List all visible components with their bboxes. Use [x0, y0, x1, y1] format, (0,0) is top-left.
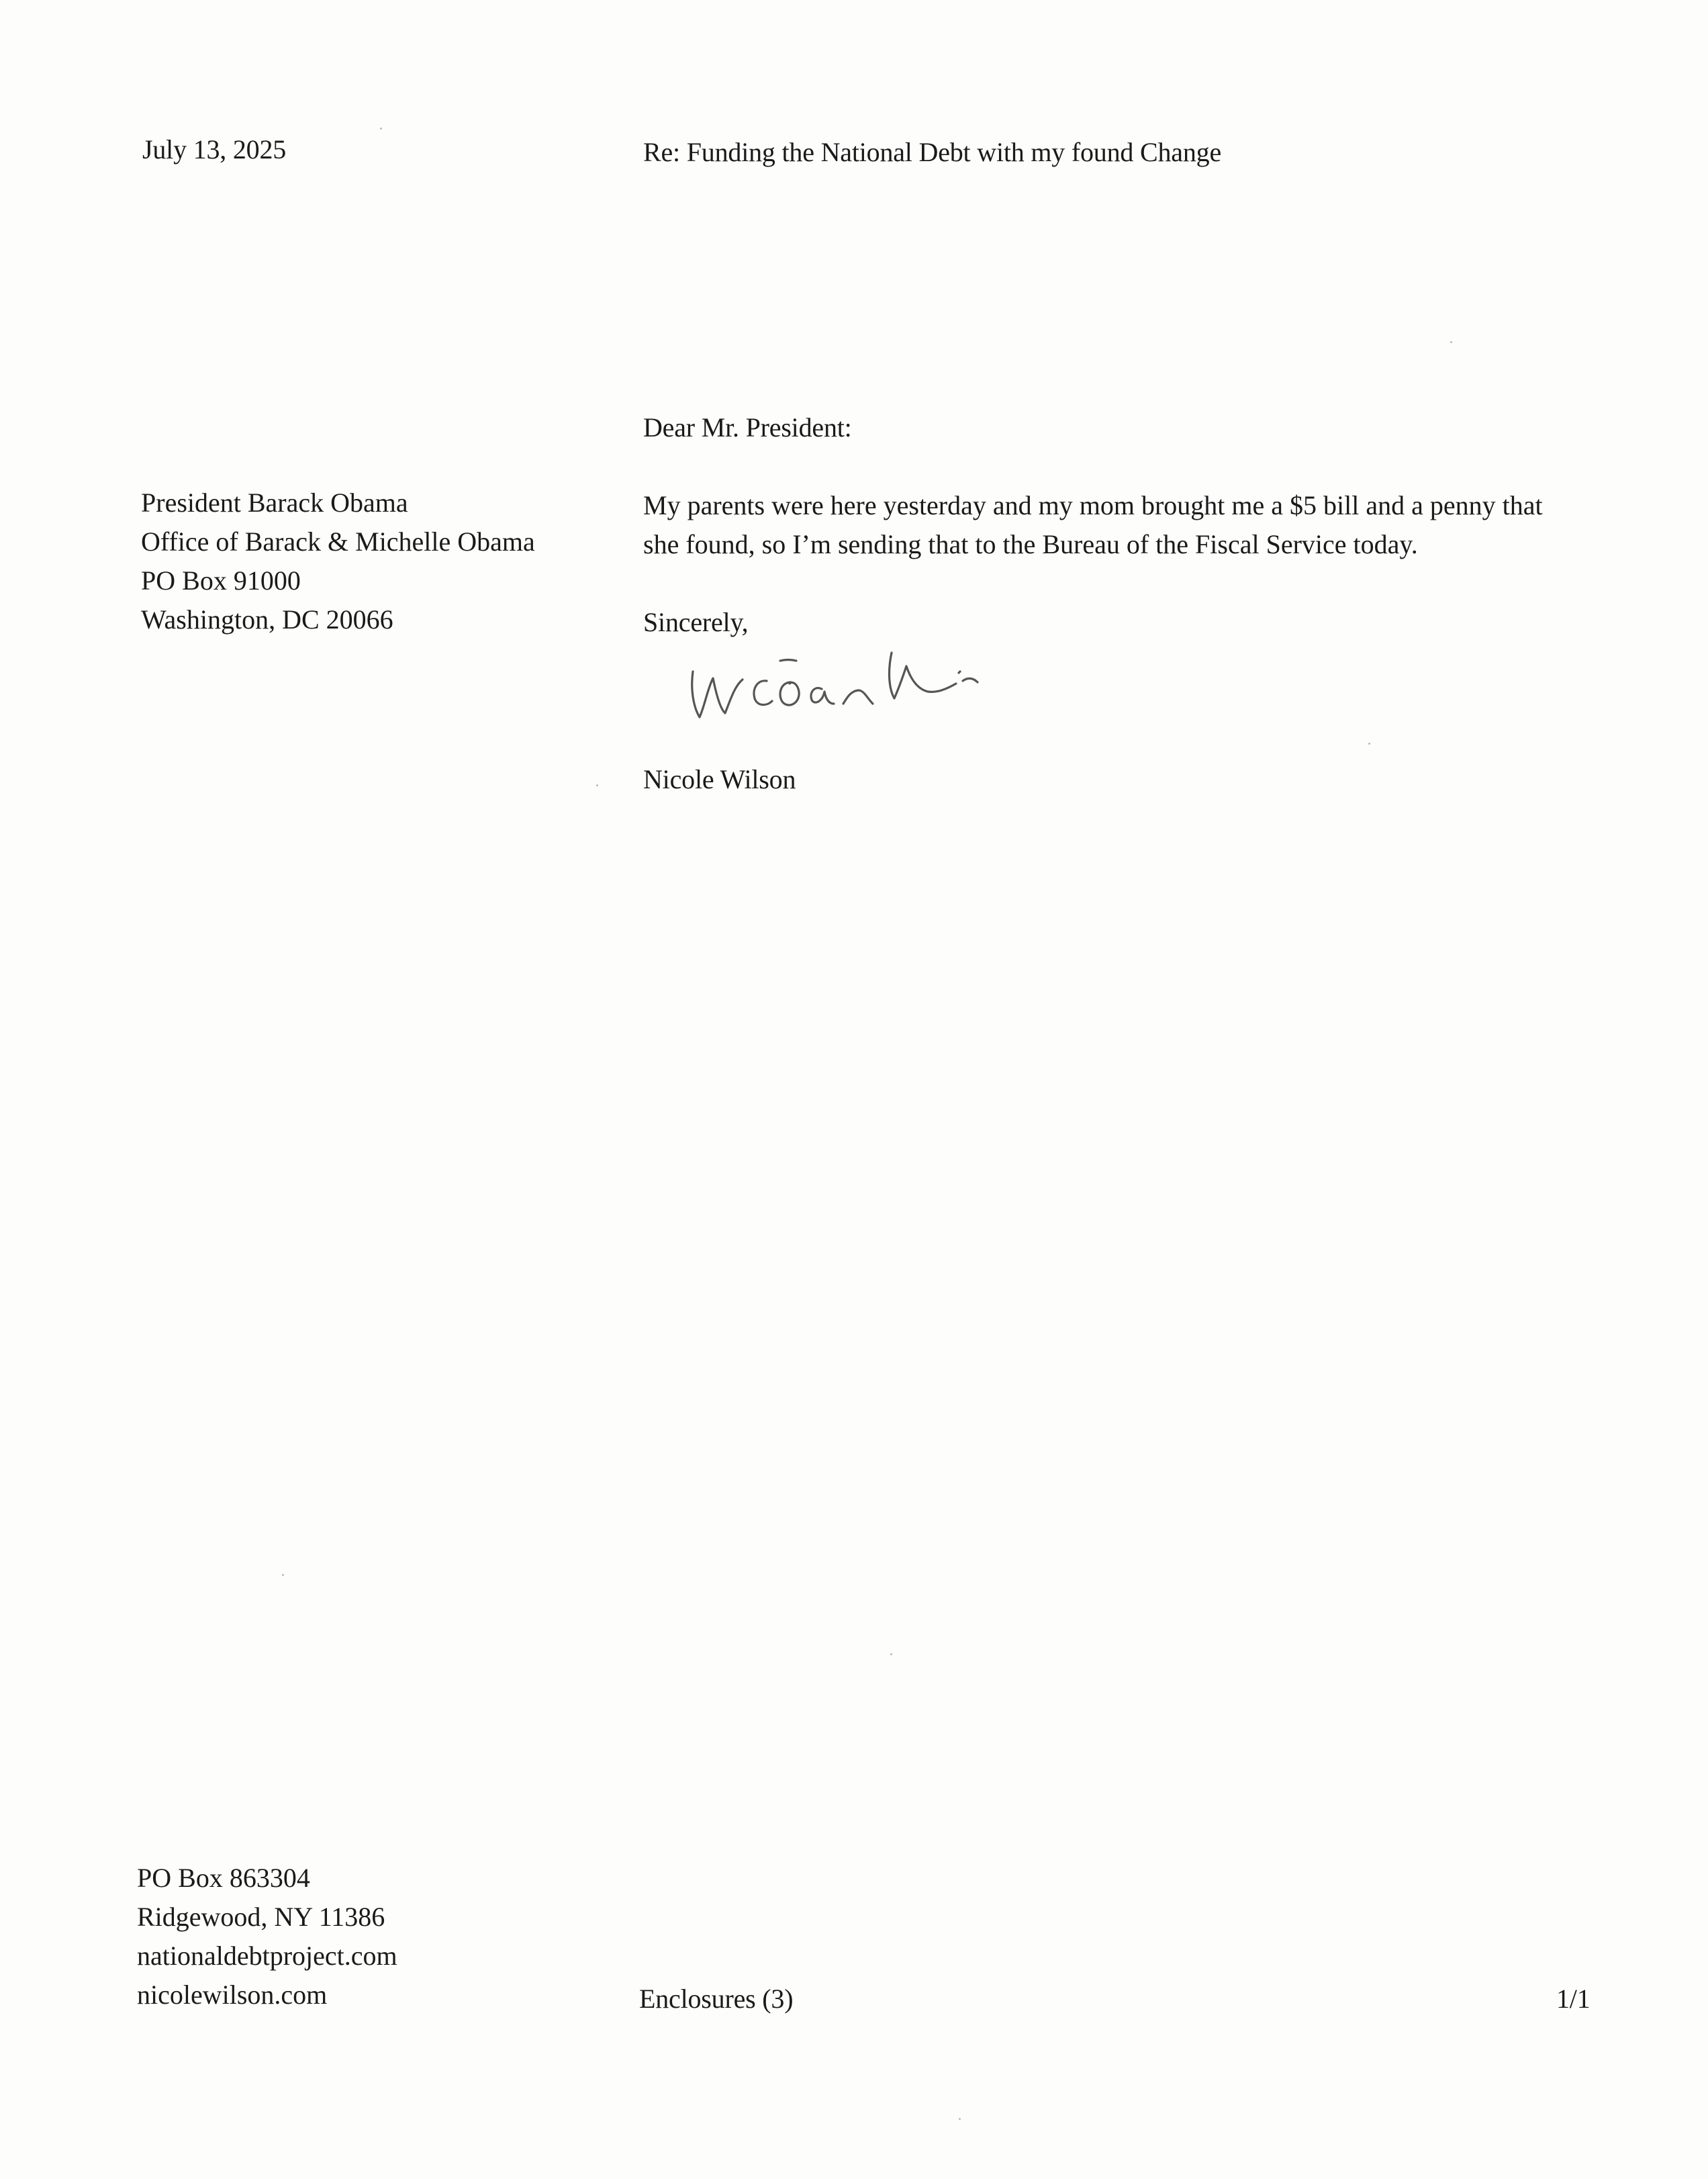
scan-speck: [380, 128, 382, 130]
recipient-po-box: PO Box 91000: [141, 565, 301, 596]
scan-speck: [959, 2118, 961, 2120]
recipient-city: Washington, DC 20066: [141, 604, 393, 635]
recipient-address: [141, 483, 535, 639]
sender-website: nationaldebtproject.com: [137, 1941, 397, 1971]
scan-speck: [596, 784, 598, 786]
recipient-name: President Barack Obama: [141, 488, 408, 518]
signer-name: Nicole Wilson: [643, 764, 796, 794]
salutation: Dear Mr. President:: [643, 412, 852, 443]
page-number: 1/1: [1556, 1984, 1591, 2014]
scan-speck: [890, 1653, 892, 1655]
sender-website-personal: nicolewilson.com: [137, 1980, 328, 2010]
sender-po-box: PO Box 863304: [137, 1863, 310, 1893]
body-line: she found, so I’m sending that to the Bureau of the Fiscal Service today.: [643, 529, 1418, 559]
letter-date: July 13, 2025: [142, 134, 287, 165]
scan-speck: [282, 1574, 284, 1576]
letter-subject: Re: Funding the National Debt with my found Change: [643, 137, 1221, 167]
sender-address: [137, 1859, 397, 2014]
recipient-office: Office of Barack & Michelle Obama: [141, 526, 535, 557]
sender-city: Ridgewood, NY 11386: [137, 1902, 385, 1932]
handwritten-signature: [678, 624, 1027, 739]
enclosures-note: Enclosures (3): [639, 1984, 794, 2014]
letter-body: [643, 486, 1597, 564]
body-line: My parents were here yesterday and my mom brought me a $5 bill and a penny that: [643, 490, 1543, 520]
scan-speck: [1368, 743, 1370, 745]
closing: Sincerely,: [643, 607, 749, 637]
scan-speck: [1450, 341, 1452, 343]
